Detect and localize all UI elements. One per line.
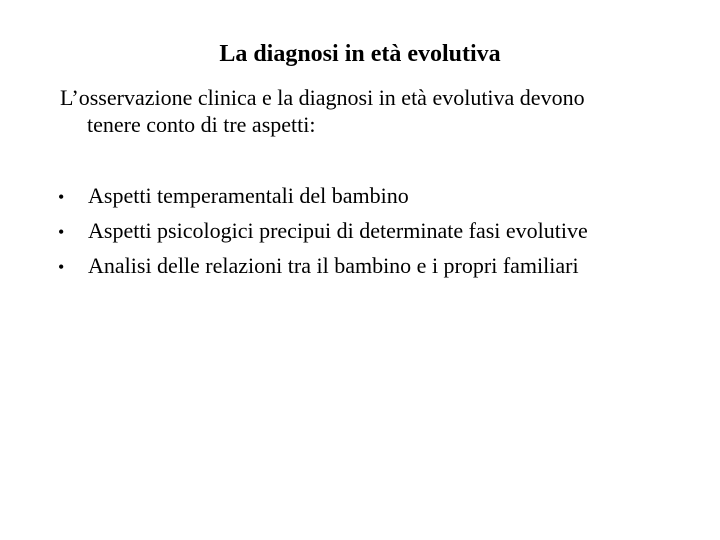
bullet-icon: •	[58, 257, 65, 277]
intro-line-1: L’osservazione clinica e la diagnosi in età evolutiva devono	[60, 85, 585, 110]
list-item-text: Aspetti psicologici precipui di determinate fasi evolutive	[88, 218, 588, 243]
bullet-icon: •	[58, 187, 65, 207]
intro-line-2: tenere conto di tre aspetti:	[87, 112, 316, 137]
list-item	[58, 249, 588, 284]
list-item	[58, 214, 588, 249]
list-item	[58, 179, 588, 214]
intro-paragraph	[60, 84, 660, 138]
bullet-icon: •	[58, 222, 65, 242]
list-item-text: Analisi delle relazioni tra il bambino e i propri familiari	[88, 253, 579, 278]
slide-title: La diagnosi in età evolutiva	[219, 41, 501, 67]
list-item-text: Aspetti temperamentali del bambino	[88, 183, 409, 208]
bullet-list	[58, 179, 588, 284]
